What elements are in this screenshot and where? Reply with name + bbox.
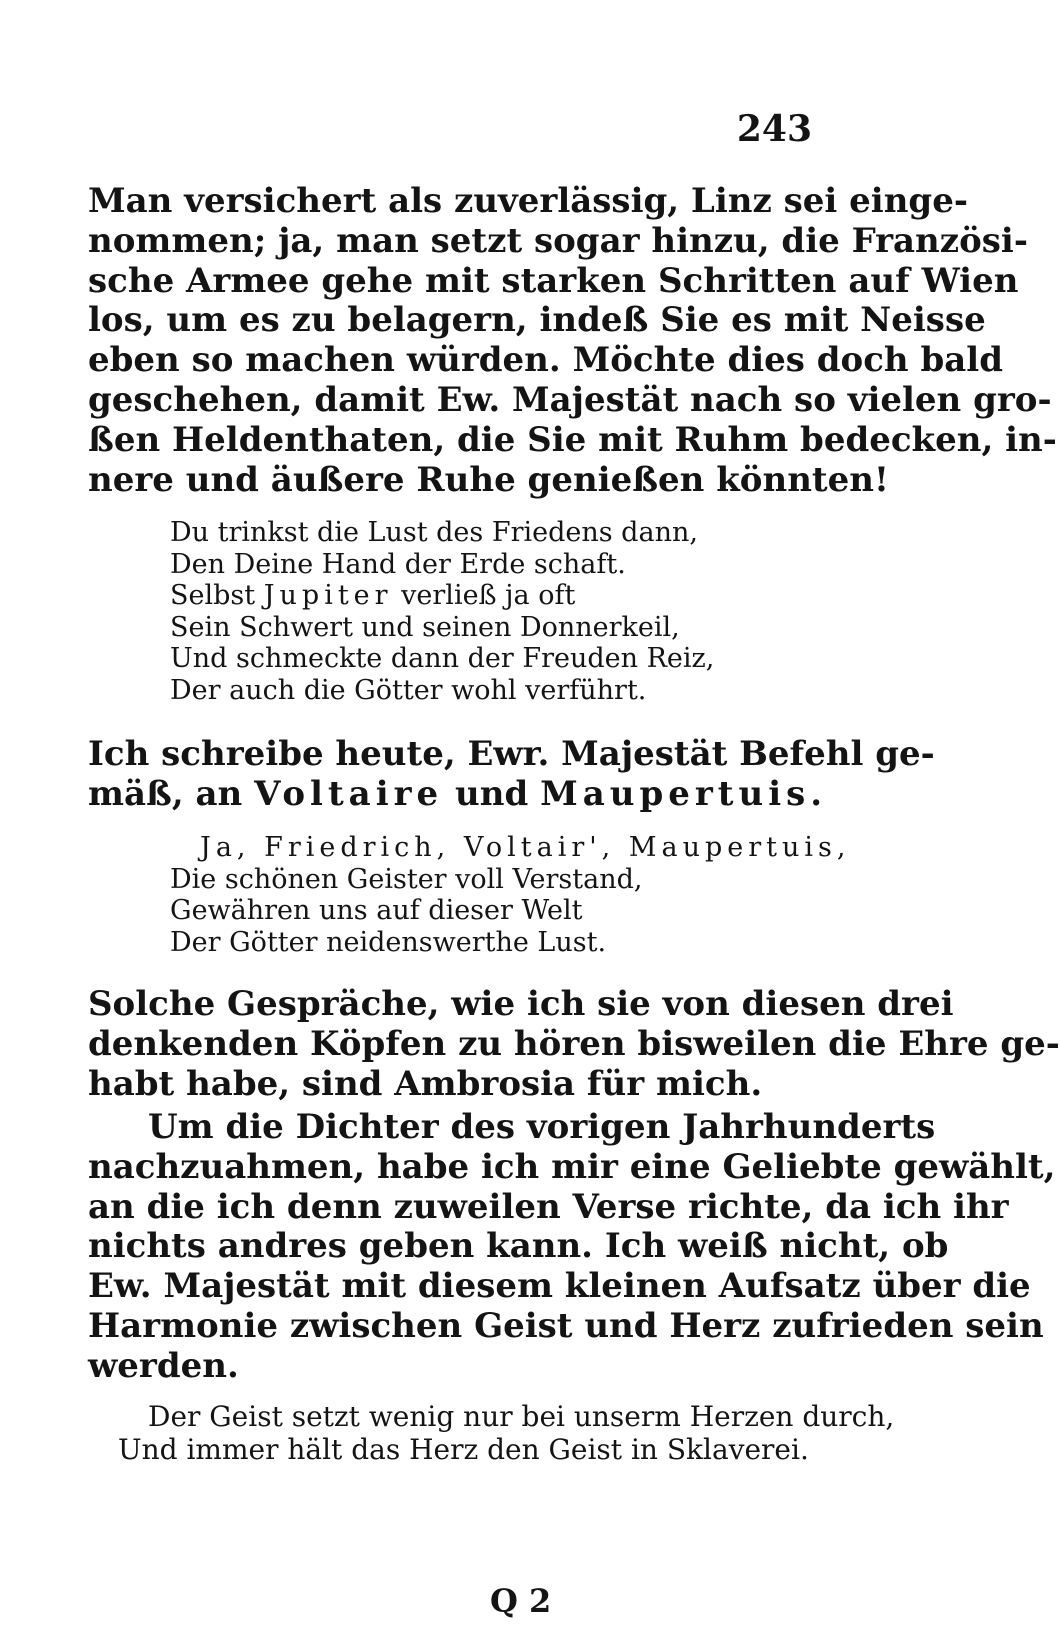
page-number: 243 — [736, 108, 812, 150]
paragraph-line: Man versichert als zuverlässig, Linz sei einge- — [88, 181, 968, 221]
verse-line: Und immer hält das Herz den Geist in Sklaverei. — [118, 1433, 809, 1466]
paragraph-line: ßen Heldenthaten, die Sie mit Ruhm bedecken, in- — [88, 419, 1057, 460]
verse-line: Der Götter neidenswerthe Lust. — [170, 926, 607, 958]
paragraph-line: denkenden Köpfen zu hören bisweilen die Ehre ge- — [88, 1023, 1060, 1064]
verse-line: Und schmeckte dann der Freuden Reiz, — [170, 643, 715, 675]
paragraph-3 — [88, 984, 1060, 1104]
verse-word: verließ ja oft — [401, 580, 576, 612]
verse-1 — [170, 517, 714, 707]
verse-line: Ja, Friedrich, Voltair', Maupertuis, — [200, 832, 851, 863]
verse-line: Den Deine Hand der Erde schaft. — [170, 548, 626, 580]
verse-line: Die schönen Geister voll Verstand, — [170, 863, 643, 895]
verse-3 — [118, 1400, 894, 1466]
verse-line: Der Geist setzt wenig nur bei unserm Herzen durch, — [148, 1400, 895, 1433]
paragraph-line: nere und äußere Ruhe genießen könnten! — [88, 459, 889, 500]
printer-signature: Q 2 — [490, 1582, 552, 1620]
paragraph-line: geschehen, damit Ew. Majestät nach so vielen gro- — [88, 379, 1052, 420]
verse-word: Selbst — [170, 580, 256, 612]
paragraph-line: werden. — [88, 1345, 239, 1386]
paragraph-line: Ich schreibe heute, Ewr. Majestät Befehl ge- — [88, 734, 935, 774]
paragraph-line: nommen; ja, man setzt sogar hinzu, die Französi- — [88, 220, 1028, 261]
paragraph-line: los, um es zu belagern, indeß Sie es mit Neisse — [88, 300, 986, 341]
verse-line — [170, 580, 714, 612]
verse-line: Der auch die Götter wohl verführt. — [170, 674, 647, 706]
paragraph-line: Solche Gespräche, wie ich sie von diesen drei — [88, 984, 954, 1024]
name-voltaire: Voltaire — [254, 773, 444, 814]
name-maupertuis: Maupertuis. — [540, 773, 828, 814]
verse-line: Sein Schwert und seinen Donnerkeil, — [170, 611, 680, 643]
paragraph-line: habt habe, sind Ambrosia für mich. — [88, 1063, 763, 1104]
paragraph-text: und — [455, 773, 529, 814]
paragraph-line: nachzuahmen, habe ich mir eine Geliebte gewählt, — [88, 1146, 1056, 1187]
paragraph-line: Um die Dichter des vorigen Jahrhunderts — [148, 1107, 936, 1147]
paragraph-2 — [88, 734, 935, 815]
paragraph-line: eben so machen würden. Möchte dies doch bald — [88, 340, 1003, 381]
paragraph-1 — [88, 181, 1057, 500]
paragraph-4 — [88, 1107, 1056, 1387]
paragraph-line: sche Armee gehe mit starken Schritten auf Wien — [88, 260, 1019, 301]
paragraph-line — [88, 773, 828, 815]
paragraph-line: Ew. Majestät mit diesem kleinen Aufsatz über die — [88, 1266, 1031, 1307]
paragraph-line: nichts andres geben kann. Ich weiß nicht, ob — [88, 1226, 949, 1267]
paragraph-line: Harmonie zwischen Geist und Herz zufrieden sein — [88, 1305, 1044, 1346]
verse-line: Gewähren uns auf dieser Welt — [170, 895, 583, 927]
verse-2 — [170, 832, 850, 958]
name-jupiter: Jupiter — [263, 580, 393, 612]
paragraph-text: mäß, an — [88, 773, 243, 814]
paragraph-line: an die ich denn zuweilen Verse richte, da ich ihr — [88, 1186, 1009, 1227]
verse-line: Du trinkst die Lust des Friedens dann, — [170, 517, 698, 548]
